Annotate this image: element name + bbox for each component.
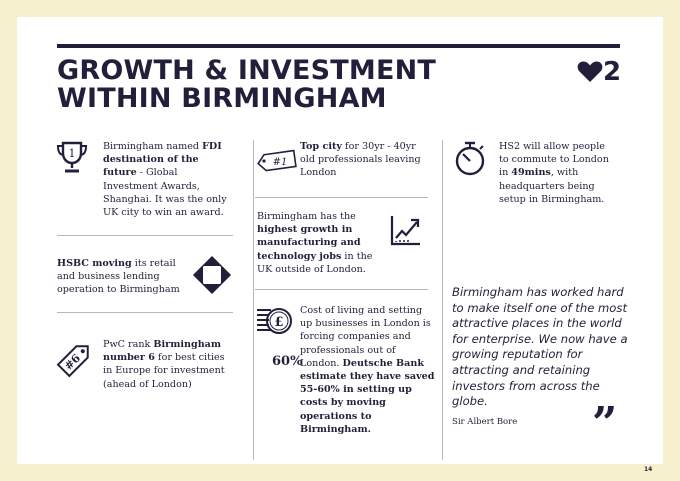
cost-text <box>300 304 435 436</box>
badge-number: 2 <box>603 57 622 87</box>
growth-chart-icon <box>389 213 423 247</box>
cost-text-1: Cost of living and setting up businesses in London is forcing companies and professionals out of London. <box>300 305 431 369</box>
fdi-text-2: - Global Investment Awards, Shanghai. It was the only UK city to win an award. <box>103 167 227 219</box>
hsbc-text-bold: HSBC moving <box>57 258 132 269</box>
tag-rank: #6 <box>61 351 84 373</box>
savings-percent: 60% <box>272 354 303 369</box>
growth-text <box>257 210 382 276</box>
pwc-text-2: for best cities in Europe for investment (ahead of London) <box>103 352 225 390</box>
growth-text-bold: highest growth in manufacturing and technology jobs <box>257 224 361 262</box>
fdi-text-1: Birmingham named <box>103 141 203 152</box>
cost-text-bold: Deutsche Bank estimate they have saved 55-60% in setting up costs by moving operations to Birmingham. <box>300 357 435 435</box>
hs2-text-1: HS2 will allow people to commute to London in <box>499 141 609 179</box>
love-badge <box>577 57 621 87</box>
trophy-number: 1 <box>68 147 76 160</box>
column-divider <box>442 140 443 460</box>
title-line-2: WITHIN BIRMINGHAM <box>57 83 387 114</box>
coins-pound-icon <box>255 304 295 338</box>
hsbc-text <box>57 257 192 297</box>
tag-top-rank: #1 <box>272 157 288 168</box>
hs2-text-bold: 49mins <box>511 167 551 179</box>
growth-text-1: Birmingham has the <box>257 211 356 222</box>
page <box>17 17 663 464</box>
hsbc-text-1: its retail and business lending operation to Birmingham <box>57 258 180 296</box>
top-city-bold: Top city <box>300 141 342 152</box>
page-number: 14 <box>644 466 653 473</box>
divider <box>255 289 428 290</box>
quote-author: Sir Albert Bore <box>452 417 518 427</box>
fdi-text-bold: FDI destination of the future <box>103 141 222 179</box>
quote-mark: ” <box>592 398 618 449</box>
heart-icon <box>577 60 603 83</box>
stopwatch-icon <box>453 140 487 176</box>
quote-text: Birmingham has worked hard to make itself one of the most attractive places in the world for enterprise. We now have a growing reputation for attracting and retaining investors from across the globe. <box>452 285 628 409</box>
rank-tag-icon <box>255 147 299 173</box>
top-city-text <box>300 140 430 180</box>
fdi-text <box>103 140 233 219</box>
price-tag-icon <box>53 337 97 381</box>
title-line-1: GROWTH & INVESTMENT <box>57 55 437 86</box>
column-divider <box>253 140 254 460</box>
hs2-text <box>499 140 617 206</box>
pwc-text <box>103 338 235 391</box>
pwc-text-bold: Birmingham number 6 <box>103 339 222 364</box>
trophy-icon <box>55 140 89 174</box>
growth-text-2: in the UK outside of London. <box>257 250 373 275</box>
top-rule <box>57 44 620 48</box>
currency-symbol: £ <box>274 315 284 330</box>
pwc-text-1: PwC rank <box>103 339 154 350</box>
hs2-text-2: , with headquarters being setup in Birmingham. <box>499 167 605 205</box>
divider <box>57 312 233 313</box>
hsbc-logo-icon <box>192 255 232 295</box>
page-title <box>57 57 537 113</box>
divider <box>57 235 233 236</box>
divider <box>255 197 428 198</box>
top-city-text-1: for 30yr - 40yr old professionals leaving London <box>300 141 421 179</box>
